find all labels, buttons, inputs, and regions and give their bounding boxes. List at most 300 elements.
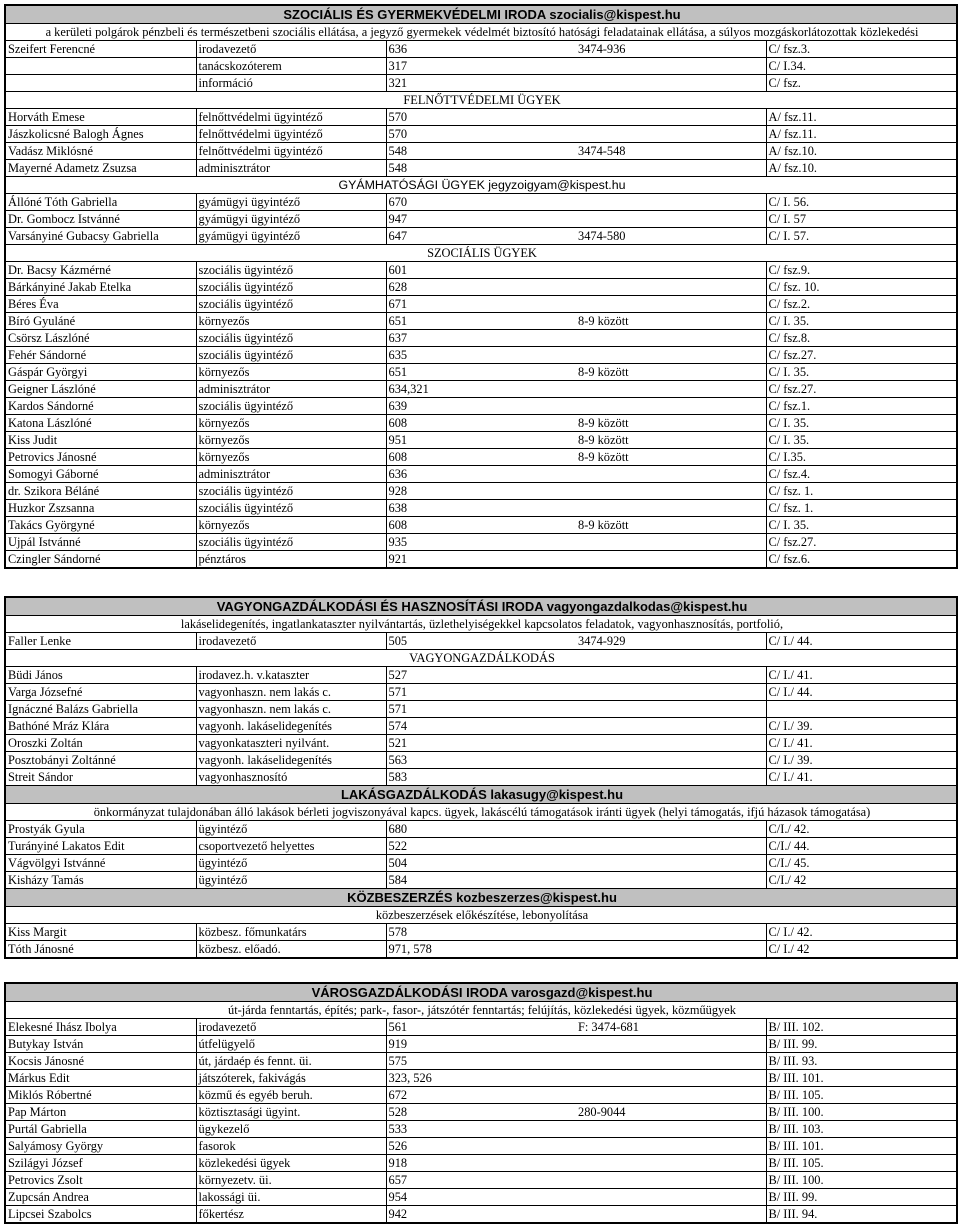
extension: 317 bbox=[386, 58, 576, 75]
person-role: ügyintéző bbox=[196, 872, 386, 889]
section-header: KÖZBESZERZÉS kozbeszerzes@kispest.hu bbox=[6, 889, 956, 907]
person-name: Kiss Judit bbox=[6, 432, 196, 449]
room-location: C/ I./ 41. bbox=[766, 667, 956, 684]
direct-phone bbox=[576, 500, 766, 517]
person-name: Kisházy Tamás bbox=[6, 872, 196, 889]
person-role: ügyintéző bbox=[196, 855, 386, 872]
table-row bbox=[6, 1087, 956, 1104]
extension: 647 bbox=[386, 228, 576, 245]
room-location: C/ fsz. 10. bbox=[766, 279, 956, 296]
room-location: C/ fsz.6. bbox=[766, 551, 956, 568]
direct-phone bbox=[576, 1138, 766, 1155]
table-row bbox=[6, 1036, 956, 1053]
direct-phone bbox=[576, 838, 766, 855]
direct-phone bbox=[576, 872, 766, 889]
table-row bbox=[6, 41, 956, 58]
room-location: C/ I. 35. bbox=[766, 432, 956, 449]
person-role: felnőttvédelmi ügyintéző bbox=[196, 126, 386, 143]
direct-phone bbox=[576, 1155, 766, 1172]
room-location: B/ III. 105. bbox=[766, 1155, 956, 1172]
direct-phone bbox=[576, 483, 766, 500]
person-role: szociális ügyintéző bbox=[196, 534, 386, 551]
room-location: A/ fsz.10. bbox=[766, 160, 956, 177]
person-role: adminisztrátor bbox=[196, 466, 386, 483]
section-header: VAGYONGAZDÁLKODÁSI ÉS HASZNOSÍTÁSI IRODA vagyongazdalkodas@kispest.hu bbox=[6, 598, 956, 616]
room-location: C/ I./ 42 bbox=[766, 941, 956, 958]
table-row bbox=[6, 701, 956, 718]
person-name: Vágvölgyi Istvánné bbox=[6, 855, 196, 872]
room-location: B/ III. 105. bbox=[766, 1087, 956, 1104]
person-role: útfelügyelő bbox=[196, 1036, 386, 1053]
table-row bbox=[6, 517, 956, 534]
room-location: C/ fsz.1. bbox=[766, 398, 956, 415]
direct-phone bbox=[576, 735, 766, 752]
extension: 321 bbox=[386, 75, 576, 92]
extension: 942 bbox=[386, 1206, 576, 1223]
extension: 921 bbox=[386, 551, 576, 568]
section-varosgazdalkodas bbox=[4, 982, 958, 1224]
person-role: irodavezető bbox=[196, 41, 386, 58]
person-role: irodavezető bbox=[196, 633, 386, 650]
person-role: vagyonhaszn. nem lakás c. bbox=[196, 684, 386, 701]
table-row bbox=[6, 415, 956, 432]
room-location: B/ III. 103. bbox=[766, 1121, 956, 1138]
person-name: Lipcsei Szabolcs bbox=[8, 1207, 92, 1221]
section-vagyongazdalkodas bbox=[4, 596, 958, 959]
direct-phone bbox=[576, 1206, 766, 1223]
extension: 505 bbox=[386, 633, 576, 650]
subsection-title-row bbox=[6, 177, 956, 194]
person-name: Dr. Bacsy Kázmérné bbox=[6, 262, 196, 279]
table-row bbox=[6, 330, 956, 347]
extension: 636 bbox=[386, 466, 576, 483]
room-location: C/ fsz.27. bbox=[766, 381, 956, 398]
room-location: C/I./ 42. bbox=[766, 821, 956, 838]
section-description-row bbox=[6, 1002, 956, 1019]
room-location: C/ fsz. bbox=[766, 75, 956, 92]
table-row bbox=[6, 500, 956, 517]
person-name: Béres Éva bbox=[6, 296, 196, 313]
person-name: Faller Lenke bbox=[6, 633, 196, 650]
person-name: Szeifert Ferencné bbox=[6, 41, 196, 58]
section-description-row bbox=[6, 24, 956, 41]
table-row bbox=[6, 126, 956, 143]
direct-phone: F: 3474-681 bbox=[576, 1019, 766, 1036]
table-row bbox=[6, 769, 956, 786]
section-description-row bbox=[6, 616, 956, 633]
extension: 680 bbox=[386, 821, 576, 838]
person-name: Katona Lászlóné bbox=[6, 415, 196, 432]
directory-table bbox=[6, 984, 956, 1222]
person-name: Huzkor Zszsanna bbox=[6, 500, 196, 517]
table-row bbox=[6, 1121, 956, 1138]
person-role: szociális ügyintéző bbox=[196, 500, 386, 517]
room-location: C/ fsz.27. bbox=[766, 534, 956, 551]
direct-phone bbox=[576, 1189, 766, 1206]
person-role: vagyonh. lakáselidegenítés bbox=[196, 718, 386, 735]
person-role: játszóterek, fakivágás bbox=[196, 1070, 386, 1087]
table-row bbox=[6, 667, 956, 684]
section-header-row bbox=[6, 889, 956, 907]
person-role: tanácskozóterem bbox=[196, 58, 386, 75]
table-row bbox=[6, 735, 956, 752]
room-location: C/ I./ 39. bbox=[766, 752, 956, 769]
person-name: Zupcsán Andrea bbox=[6, 1189, 196, 1206]
person-role: gyámügyi ügyintéző bbox=[196, 211, 386, 228]
direct-phone bbox=[576, 941, 766, 958]
person-name: Dr. Gombocz Istvánné bbox=[6, 211, 196, 228]
person-name: Bárkányiné Jakab Etelka bbox=[6, 279, 196, 296]
extension: 563 bbox=[386, 752, 576, 769]
table-row bbox=[6, 1189, 956, 1206]
person-role: közbesz. előadó. bbox=[196, 941, 386, 958]
person-role: csoportvezető helyettes bbox=[196, 838, 386, 855]
room-location: C/ fsz.27. bbox=[766, 347, 956, 364]
section-header-row bbox=[6, 598, 956, 616]
person-name: Butykay István bbox=[6, 1036, 196, 1053]
person-role: közlekedési ügyek bbox=[196, 1155, 386, 1172]
table-row bbox=[6, 449, 956, 466]
room-location: C/ fsz.9. bbox=[766, 262, 956, 279]
direct-phone bbox=[576, 1172, 766, 1189]
room-location: C/I./ 42 bbox=[766, 872, 956, 889]
extension: 561 bbox=[386, 1019, 576, 1036]
direct-phone bbox=[576, 684, 766, 701]
person-role: környezős bbox=[196, 313, 386, 330]
direct-phone bbox=[576, 262, 766, 279]
table-row bbox=[6, 1138, 956, 1155]
room-location: C/I./ 45. bbox=[766, 855, 956, 872]
direct-phone bbox=[576, 701, 766, 718]
person-role: adminisztrátor bbox=[196, 381, 386, 398]
table-row bbox=[6, 194, 956, 211]
room-location: B/ III. 100. bbox=[766, 1104, 956, 1121]
person-name bbox=[6, 58, 196, 75]
person-name: Oroszki Zoltán bbox=[6, 735, 196, 752]
room-location bbox=[766, 701, 956, 718]
person-name: Vadász Miklósné bbox=[6, 143, 196, 160]
extension: 574 bbox=[386, 718, 576, 735]
direct-phone bbox=[576, 1070, 766, 1087]
person-name: Kocsis Jánosné bbox=[6, 1053, 196, 1070]
person-role: fasorok bbox=[196, 1138, 386, 1155]
table-row bbox=[6, 262, 956, 279]
room-location: C/ fsz.2. bbox=[766, 296, 956, 313]
table-row bbox=[6, 1155, 956, 1172]
table-row bbox=[6, 1070, 956, 1087]
person-name: Somogyi Gáborné bbox=[6, 466, 196, 483]
person-role: közmű és egyéb beruh. bbox=[196, 1087, 386, 1104]
person-role: környezős bbox=[196, 415, 386, 432]
table-row bbox=[6, 684, 956, 701]
person-role: szociális ügyintéző bbox=[196, 279, 386, 296]
table-row bbox=[6, 211, 956, 228]
extension: 636 bbox=[386, 41, 576, 58]
extension: 638 bbox=[386, 500, 576, 517]
directory-table bbox=[6, 598, 956, 957]
directory-table bbox=[6, 6, 956, 567]
direct-phone: 8-9 között bbox=[576, 432, 766, 449]
room-location: C/I./ 44. bbox=[766, 838, 956, 855]
extension: 608 bbox=[386, 415, 576, 432]
table-row bbox=[6, 279, 956, 296]
room-location: B/ III. 101. bbox=[766, 1070, 956, 1087]
person-name: Streit Sándor bbox=[6, 769, 196, 786]
subsection-title: SZOCIÁLIS ÜGYEK bbox=[6, 245, 956, 262]
room-location: A/ fsz.11. bbox=[766, 109, 956, 126]
section-description: lakáselidegenítés, ingatlankataszter nyilvántartás, üzlethelyiségekkel kapcsolatos feladatok, vagyonhasznosítás, portfolió, bbox=[6, 616, 956, 633]
room-location: C/ I./ 41. bbox=[766, 769, 956, 786]
direct-phone: 3474-548 bbox=[576, 143, 766, 160]
direct-phone bbox=[576, 160, 766, 177]
room-location: A/ fsz.10. bbox=[766, 143, 956, 160]
room-location: C/ fsz.3. bbox=[766, 41, 956, 58]
person-role: lakossági üi. bbox=[196, 1189, 386, 1206]
person-role: szociális ügyintéző bbox=[196, 296, 386, 313]
person-role: szociális ügyintéző bbox=[196, 347, 386, 364]
room-location: C/ I. 56. bbox=[766, 194, 956, 211]
table-row bbox=[6, 109, 956, 126]
person-role: gyámügyi ügyintéző bbox=[196, 194, 386, 211]
table-row bbox=[6, 1053, 956, 1070]
direct-phone bbox=[576, 924, 766, 941]
section-description: út-járda fenntartás, építés; park-, fasor-, játszótér fenntartás; felújítás, közlekedési ügyek, közműügyek bbox=[6, 1002, 956, 1019]
room-location: C/ I.35. bbox=[766, 449, 956, 466]
person-name: Geigner Lászlóné bbox=[6, 381, 196, 398]
subsection-title-row bbox=[6, 92, 956, 109]
table-row bbox=[6, 1019, 956, 1036]
person-role: környezős bbox=[196, 517, 386, 534]
subsection-title-row bbox=[6, 245, 956, 262]
person-name: Állóné Tóth Gabriella bbox=[6, 194, 196, 211]
extension: 601 bbox=[386, 262, 576, 279]
person-role: környezetv. üi. bbox=[196, 1172, 386, 1189]
extension: 570 bbox=[386, 126, 576, 143]
section-description: közbeszerzések előkészítése, lebonyolítása bbox=[6, 907, 956, 924]
direct-phone: 8-9 között bbox=[576, 449, 766, 466]
extension: 521 bbox=[386, 735, 576, 752]
direct-phone bbox=[576, 752, 766, 769]
extension: 651 bbox=[386, 313, 576, 330]
person-name: Kardos Sándorné bbox=[6, 398, 196, 415]
person-name: Prostyák Gyula bbox=[6, 821, 196, 838]
direct-phone bbox=[576, 1053, 766, 1070]
person-role: irodavezető bbox=[196, 1019, 386, 1036]
extension: 639 bbox=[386, 398, 576, 415]
table-row bbox=[6, 534, 956, 551]
person-name: Petrovics Jánosné bbox=[6, 449, 196, 466]
extension: 635 bbox=[386, 347, 576, 364]
extension: 608 bbox=[386, 449, 576, 466]
extension: 583 bbox=[386, 769, 576, 786]
person-name: Czingler Sándorné bbox=[8, 552, 101, 566]
direct-phone bbox=[576, 1121, 766, 1138]
direct-phone bbox=[576, 347, 766, 364]
extension: 533 bbox=[386, 1121, 576, 1138]
person-name: Horváth Emese bbox=[6, 109, 196, 126]
room-location: C/ I. 57. bbox=[766, 228, 956, 245]
extension: 971, 578 bbox=[386, 941, 576, 958]
extension: 527 bbox=[386, 667, 576, 684]
direct-phone: 8-9 között bbox=[576, 364, 766, 381]
direct-phone bbox=[576, 330, 766, 347]
direct-phone bbox=[576, 1087, 766, 1104]
person-name: Kiss Margit bbox=[6, 924, 196, 941]
person-role: adminisztrátor bbox=[196, 160, 386, 177]
extension: 947 bbox=[386, 211, 576, 228]
table-row bbox=[6, 398, 956, 415]
direct-phone bbox=[576, 211, 766, 228]
section-header: SZOCIÁLIS ÉS GYERMEKVÉDELMI IRODA szocialis@kispest.hu bbox=[6, 6, 956, 24]
person-name: Pap Márton bbox=[6, 1104, 196, 1121]
person-role: út, járdaép és fennt. üi. bbox=[196, 1053, 386, 1070]
person-name: Petrovics Zsolt bbox=[6, 1172, 196, 1189]
person-role: vagyonhasznosító bbox=[196, 769, 386, 786]
extension: 651 bbox=[386, 364, 576, 381]
table-row bbox=[6, 941, 956, 958]
table-row bbox=[6, 718, 956, 735]
room-location: C/ I./ 41. bbox=[766, 735, 956, 752]
table-row bbox=[6, 1206, 956, 1223]
extension: 522 bbox=[386, 838, 576, 855]
extension: 672 bbox=[386, 1087, 576, 1104]
person-name: Csörsz Lászlóné bbox=[6, 330, 196, 347]
extension: 670 bbox=[386, 194, 576, 211]
table-row bbox=[6, 143, 956, 160]
direct-phone: 3474-580 bbox=[576, 228, 766, 245]
extension: 575 bbox=[386, 1053, 576, 1070]
room-location: C/ I.34. bbox=[766, 58, 956, 75]
person-role: vagyonh. lakáselidegenítés bbox=[196, 752, 386, 769]
person-name: Fehér Sándorné bbox=[6, 347, 196, 364]
extension: 935 bbox=[386, 534, 576, 551]
table-row bbox=[6, 1172, 956, 1189]
table-row bbox=[6, 838, 956, 855]
extension: 526 bbox=[386, 1138, 576, 1155]
extension: 919 bbox=[386, 1036, 576, 1053]
direct-phone bbox=[576, 466, 766, 483]
extension: 608 bbox=[386, 517, 576, 534]
extension: 928 bbox=[386, 483, 576, 500]
table-row bbox=[6, 381, 956, 398]
section-description-row bbox=[6, 907, 956, 924]
table-row bbox=[6, 347, 956, 364]
person-name: Miklós Róbertné bbox=[6, 1087, 196, 1104]
person-name: Bathóné Mráz Klára bbox=[6, 718, 196, 735]
person-role: gyámügyi ügyintéző bbox=[196, 228, 386, 245]
section-description: önkormányzat tulajdonában álló lakások bérleti jogviszonyával kapcs. ügyek, lakáscélú támogatások iránti ügyek (helyi támogatás, ifjú házasok támogatása) bbox=[6, 804, 956, 821]
section-header: LAKÁSGAZDÁLKODÁS lakasugy@kispest.hu bbox=[6, 786, 956, 804]
person-role: főkertész bbox=[196, 1206, 386, 1223]
room-location: C/ I./ 42. bbox=[766, 924, 956, 941]
extension: 657 bbox=[386, 1172, 576, 1189]
table-row bbox=[6, 296, 956, 313]
direct-phone: 3474-936 bbox=[576, 41, 766, 58]
subsection-title: FELNŐTTVÉDELMI ÜGYEK bbox=[6, 92, 956, 109]
extension: 954 bbox=[386, 1189, 576, 1206]
direct-phone bbox=[576, 534, 766, 551]
room-location: B/ III. 99. bbox=[766, 1189, 956, 1206]
extension: 571 bbox=[386, 701, 576, 718]
table-row bbox=[6, 483, 956, 500]
direct-phone bbox=[576, 279, 766, 296]
section-header-row bbox=[6, 984, 956, 1002]
extension: 584 bbox=[386, 872, 576, 889]
room-location: C/ I. 35. bbox=[766, 415, 956, 432]
table-row bbox=[6, 75, 956, 92]
table-row bbox=[6, 466, 956, 483]
room-location: C/ I./ 44. bbox=[766, 684, 956, 701]
direct-phone bbox=[576, 75, 766, 92]
person-name: Takács Györgyné bbox=[6, 517, 196, 534]
room-location: B/ III. 99. bbox=[766, 1036, 956, 1053]
table-row bbox=[6, 872, 956, 889]
person-name: Varga Józsefné bbox=[6, 684, 196, 701]
person-role: köztisztasági ügyint. bbox=[196, 1104, 386, 1121]
table-row bbox=[6, 160, 956, 177]
direct-phone: 8-9 között bbox=[576, 517, 766, 534]
person-name: Jászkolicsné Balogh Ágnes bbox=[6, 126, 196, 143]
extension: 548 bbox=[386, 143, 576, 160]
person-role: irodavez.h. v.kataszter bbox=[196, 667, 386, 684]
person-name bbox=[6, 75, 196, 92]
person-name: Gáspár Györgyi bbox=[6, 364, 196, 381]
table-row bbox=[6, 432, 956, 449]
section-header-row bbox=[6, 6, 956, 24]
person-role: környezős bbox=[196, 364, 386, 381]
table-row bbox=[6, 752, 956, 769]
direct-phone: 8-9 között bbox=[576, 415, 766, 432]
room-location: B/ III. 100. bbox=[766, 1172, 956, 1189]
subsection-title: VAGYONGAZDÁLKODÁS bbox=[6, 650, 956, 667]
section-description: a kerületi polgárok pénzbeli és természetbeni szociális ellátása, a jegyző gyermekek védelmét biztosító hatósági feladatainak ellátása, a súlyos mozgáskorlátozottak közlekedési bbox=[6, 24, 956, 41]
room-location: C/ I./ 39. bbox=[766, 718, 956, 735]
subsection-title-row bbox=[6, 650, 956, 667]
room-location: B/ III. 102. bbox=[766, 1019, 956, 1036]
direct-phone: 3474-929 bbox=[576, 633, 766, 650]
section-header: VÁROSGAZDÁLKODÁSI IRODA varosgazd@kispest.hu bbox=[6, 984, 956, 1002]
person-name: Büdi János bbox=[6, 667, 196, 684]
direct-phone bbox=[576, 126, 766, 143]
table-row bbox=[6, 633, 956, 650]
extension: 918 bbox=[386, 1155, 576, 1172]
person-role: pénztáros bbox=[196, 551, 386, 568]
person-name: Purtál Gabriella bbox=[6, 1121, 196, 1138]
person-role: vagyonkataszteri nyilvánt. bbox=[196, 735, 386, 752]
direct-phone: 8-9 között bbox=[576, 313, 766, 330]
direct-phone bbox=[576, 194, 766, 211]
table-row bbox=[6, 1104, 956, 1121]
direct-phone bbox=[576, 296, 766, 313]
table-row bbox=[6, 551, 956, 568]
person-role: felnőttvédelmi ügyintéző bbox=[196, 143, 386, 160]
extension: 628 bbox=[386, 279, 576, 296]
table-row bbox=[6, 924, 956, 941]
person-name: Varsányiné Gubacsy Gabriella bbox=[6, 228, 196, 245]
extension: 671 bbox=[386, 296, 576, 313]
direct-phone bbox=[576, 718, 766, 735]
person-role: szociális ügyintéző bbox=[196, 330, 386, 347]
direct-phone bbox=[576, 551, 766, 568]
extension: 634,321 bbox=[386, 381, 576, 398]
person-role: környezős bbox=[196, 432, 386, 449]
room-location: A/ fsz.11. bbox=[766, 126, 956, 143]
section-description-row bbox=[6, 804, 956, 821]
person-name: Salyámosy György bbox=[6, 1138, 196, 1155]
extension: 528 bbox=[386, 1104, 576, 1121]
person-role: közbesz. főmunkatárs bbox=[196, 924, 386, 941]
person-name: Elekesné Ihász Ibolya bbox=[6, 1019, 196, 1036]
